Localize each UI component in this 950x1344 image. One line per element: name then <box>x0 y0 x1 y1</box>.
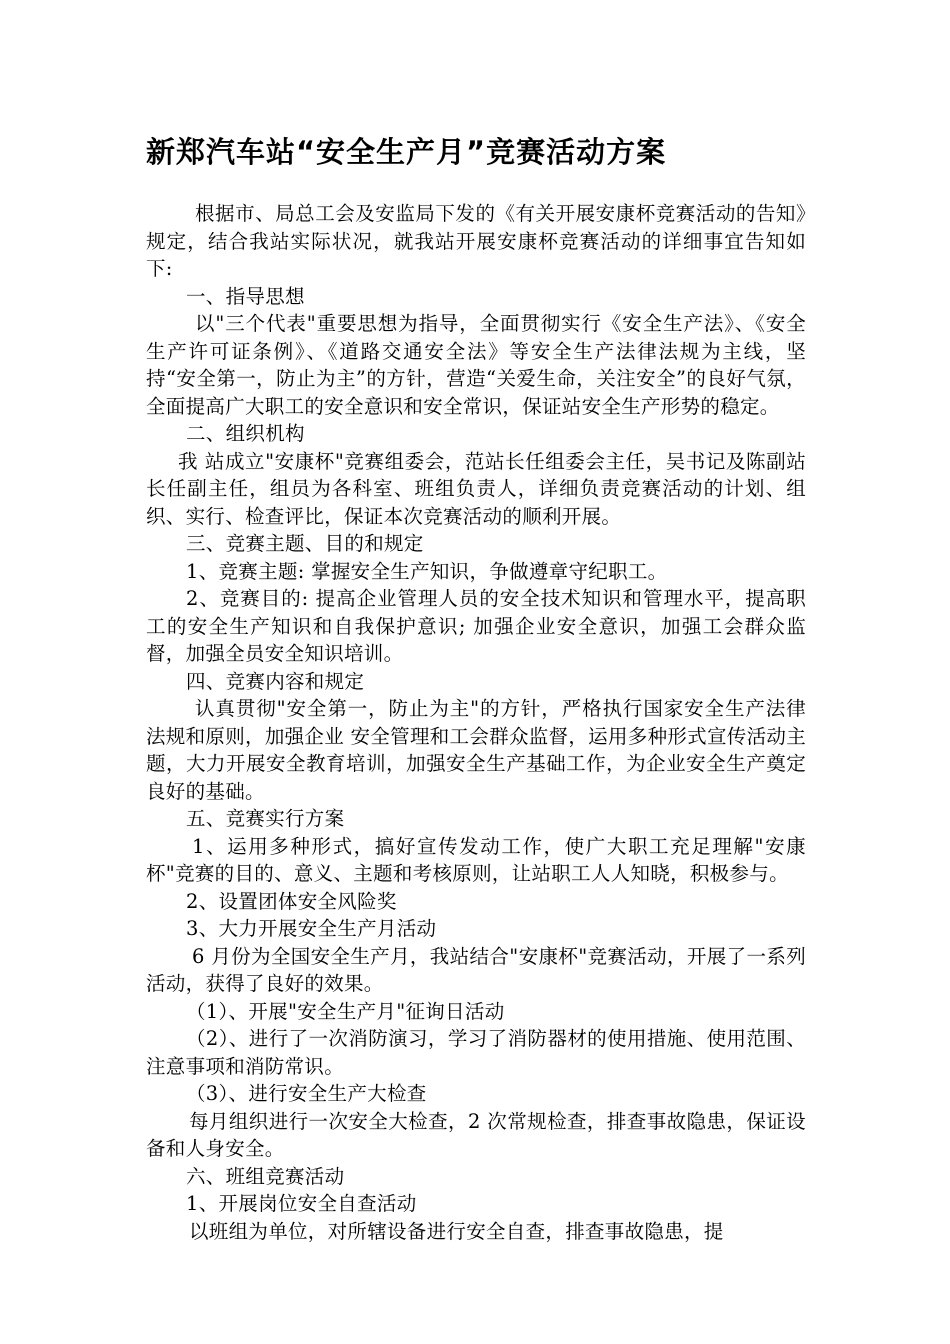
paragraph: 2、设置团体安全风险奖 <box>186 889 397 913</box>
paragraph: （1）、开展"安全生产月"征询日活动 <box>186 999 505 1023</box>
paragraph: 三、竞赛主题、目的和规定 <box>186 532 424 555</box>
paragraph: 1、竞赛主题: 掌握安全生产知识，争做遵章守纪职工。 <box>186 559 668 583</box>
paragraph: 五、竞赛实行方案 <box>186 807 345 830</box>
paragraph: 我 站成立"安康杯"竞赛组委会，范站长任组委会主任，吴书记及陈副站长任副主任，组员为各科室、班组负责人，详细负责竞赛活动的计划、组织、实行、检查评比，保证本次竞赛活动的顺利开展。 <box>146 449 806 528</box>
paragraph: 根据市、局总工会及安监局下发的《有关开展安康杯竞赛活动的告知》规定，结合我站实际状况，就我站开展安康杯竞赛活动的详细事宜告知如下: <box>146 202 806 280</box>
paragraph: 以班组为单位，对所辖设备进行安全自查，排查事故隐患，提 <box>189 1219 724 1243</box>
paragraph: 3、大力开展安全生产月活动 <box>186 917 437 940</box>
paragraph: 每月组织进行一次安全大检查，2 次常规检查，排查事故隐患，保证设备和人身安全。 <box>146 1109 806 1160</box>
document-body <box>146 200 806 1245</box>
paragraph: 二、组织机构 <box>186 422 305 445</box>
paragraph: 一、指导思想 <box>186 284 305 308</box>
paragraph: 六、班组竞赛活动 <box>186 1164 345 1188</box>
paragraph: 1、开展岗位安全自查活动 <box>186 1192 417 1215</box>
paragraph: 认真贯彻"安全第一，防止为主"的方针，严格执行国家安全生产法律 法规和原则，加强企业 安全管理和工会群众监督，运用多种形式宣传活动主题，大力开展安全教育培训，加强安全生产基础工作，为企业安全生产奠定良好的基础。 <box>146 697 806 803</box>
paragraph: 2、竞赛目的: 提高企业管理人员的安全技术知识和管理水平，提高职工的安全生产知识和自我保护意识; 加强企业安全意识，加强工会群众监督，加强全员安全知识培训。 <box>146 587 806 665</box>
paragraph: （3）、进行安全生产大检查 <box>186 1082 427 1105</box>
paragraph: 6 月份为全国安全生产月，我站结合"安康杯"竞赛活动，开展了一系列活动，获得了良好的效果。 <box>146 944 806 995</box>
paragraph: 四、竞赛内容和规定 <box>186 669 365 693</box>
paragraph: 1、运用多种形式，搞好宣传发动工作，使广大职工充足理解"安康杯"竞赛的目的、意义、主题和考核原则，让站职工人人知晓，积极参与。 <box>146 834 806 885</box>
document-title: 新郑汽车站“安全生产月”竞赛活动方案 <box>146 135 667 169</box>
paragraph: （2）、进行了一次消防演习，学习了消防器材的使用措施、使用范围、注意事项和消防常识。 <box>146 1027 806 1078</box>
paragraph: 以"三个代表"重要思想为指导，全面贯彻实行《安全生产法》、《安全生产许可证条例》、《道路交通安全法》等安全生产法律法规为主线，坚持“安全第一，防止为主”的方针，营造“关爱生命，关注安全”的良好气氛，全面提高广大职工的安全意识和安全常识，保证站安全生产形势的稳定。 <box>146 312 806 418</box>
